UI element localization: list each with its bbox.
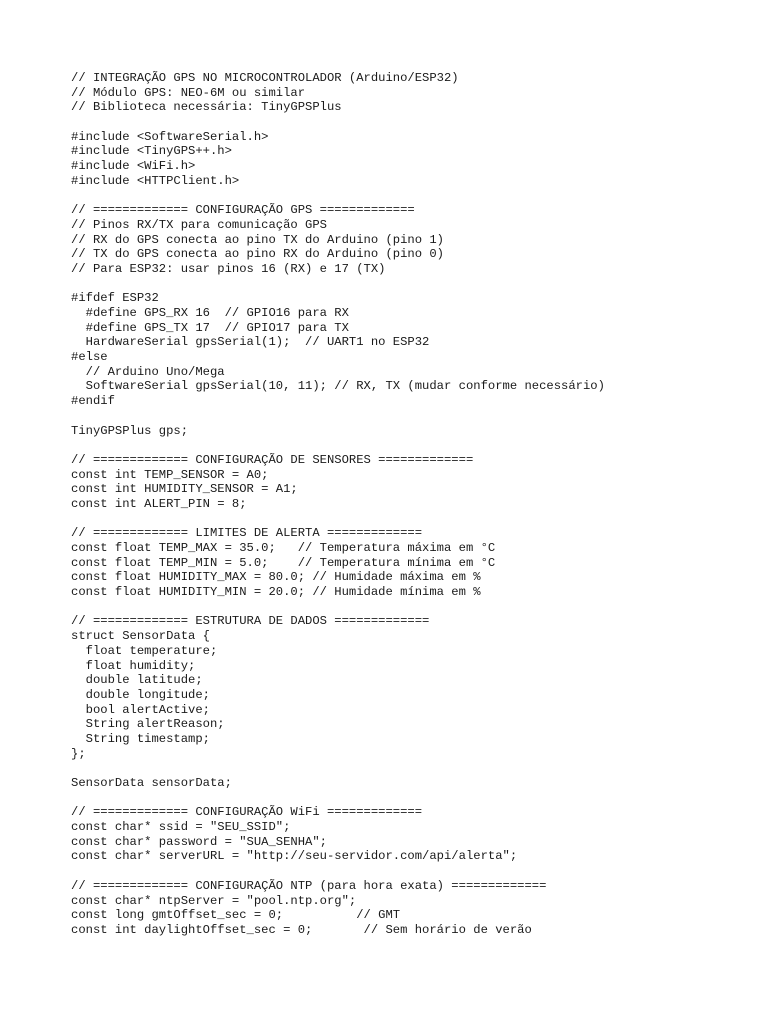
code-line: TinyGPSPlus gps; [71,423,189,438]
code-line: const int TEMP_SENSOR = A0; [71,467,269,482]
code-line: const char* password = "SUA_SENHA"; [71,834,327,849]
code-line: SoftwareSerial gpsSerial(10, 11); // RX, TX (mudar conforme necessário) [71,379,605,394]
code-line: bool alertActive; [71,702,210,717]
blank-line [71,438,751,453]
code-line: // ============= CONFIGURAÇÃO GPS ============= [71,203,415,218]
code-line: // Pinos RX/TX para comunicação GPS [71,217,327,232]
code-line: // ============= LIMITES DE ALERTA ============= [71,526,423,541]
code-line: // INTEGRAÇÃO GPS NO MICROCONTROLADOR (Arduino/ESP32) [71,71,459,85]
code-line: const char* ntpServer = "pool.ntp.org"; [71,893,357,908]
code-line: // ============= CONFIGURAÇÃO WiFi ============= [71,805,423,820]
code-line: #include <WiFi.h> [71,159,196,174]
code-line: String alertReason; [71,717,225,732]
code-line: // Módulo GPS: NEO-6M ou similar [71,85,306,100]
code-line: const float HUMIDITY_MAX = 80.0; // Humidade máxima em % [71,570,481,585]
blank-line [71,189,751,204]
code-line: // Biblioteca necessária: TinyGPSPlus [71,100,342,115]
code-line: const int HUMIDITY_SENSOR = A1; [71,482,298,497]
code-line: #ifdef ESP32 [71,291,159,306]
code-line: double longitude; [71,687,210,702]
code-line: const char* ssid = "SEU_SSID"; [71,820,291,835]
code-line: const long gmtOffset_sec = 0; // GMT [71,908,401,923]
code-line: #endif [71,394,115,409]
code-line: // ============= ESTRUTURA DE DADOS ============= [71,614,430,629]
code-line: float humidity; [71,658,196,673]
code-line: // Para ESP32: usar pinos 16 (RX) e 17 (TX) [71,261,386,276]
code-line: #define GPS_RX 16 // GPIO16 para RX [71,306,349,320]
blank-line [71,409,751,424]
blank-line [71,761,751,776]
code-line: double latitude; [71,673,203,688]
blank-line [71,512,751,527]
code-line: SensorData sensorData; [71,776,232,790]
code-line: const float HUMIDITY_MIN = 20.0; // Humidade mínima em % [71,585,481,600]
code-line: #else [71,350,108,365]
code-line: // RX do GPS conecta ao pino TX do Arduino (pino 1) [71,232,444,247]
code-line: #include <SoftwareSerial.h> [71,129,269,144]
blank-line [71,864,751,879]
blank-line [71,791,751,806]
blank-line [71,115,751,130]
blank-line [71,277,751,292]
code-line: #include <TinyGPS++.h> [71,144,232,159]
code-line: const int ALERT_PIN = 8; [71,496,247,511]
code-line: #include <HTTPClient.h> [71,173,240,188]
code-listing [71,71,751,938]
code-line: // Arduino Uno/Mega [71,364,225,379]
code-line: String timestamp; [71,731,210,746]
code-line: // ============= CONFIGURAÇÃO NTP (para hora exata) ============= [71,878,547,893]
code-line: const float TEMP_MIN = 5.0; // Temperatura mínima em °C [71,555,496,570]
code-line: }; [71,746,86,761]
code-line: const float TEMP_MAX = 35.0; // Temperatura máxima em °C [71,541,496,555]
blank-line [71,600,751,615]
code-line: float temperature; [71,643,218,658]
code-line: // TX do GPS conecta ao pino RX do Arduino (pino 0) [71,247,444,262]
code-line: const int daylightOffset_sec = 0; // Sem horário de verão [71,922,532,937]
code-line: // ============= CONFIGURAÇÃO DE SENSORES ============= [71,452,474,467]
code-line: struct SensorData { [71,629,210,644]
code-line: const char* serverURL = "http://seu-servidor.com/api/alerta"; [71,849,518,864]
code-line: #define GPS_TX 17 // GPIO17 para TX [71,320,349,335]
code-line: HardwareSerial gpsSerial(1); // UART1 no ESP32 [71,335,430,350]
